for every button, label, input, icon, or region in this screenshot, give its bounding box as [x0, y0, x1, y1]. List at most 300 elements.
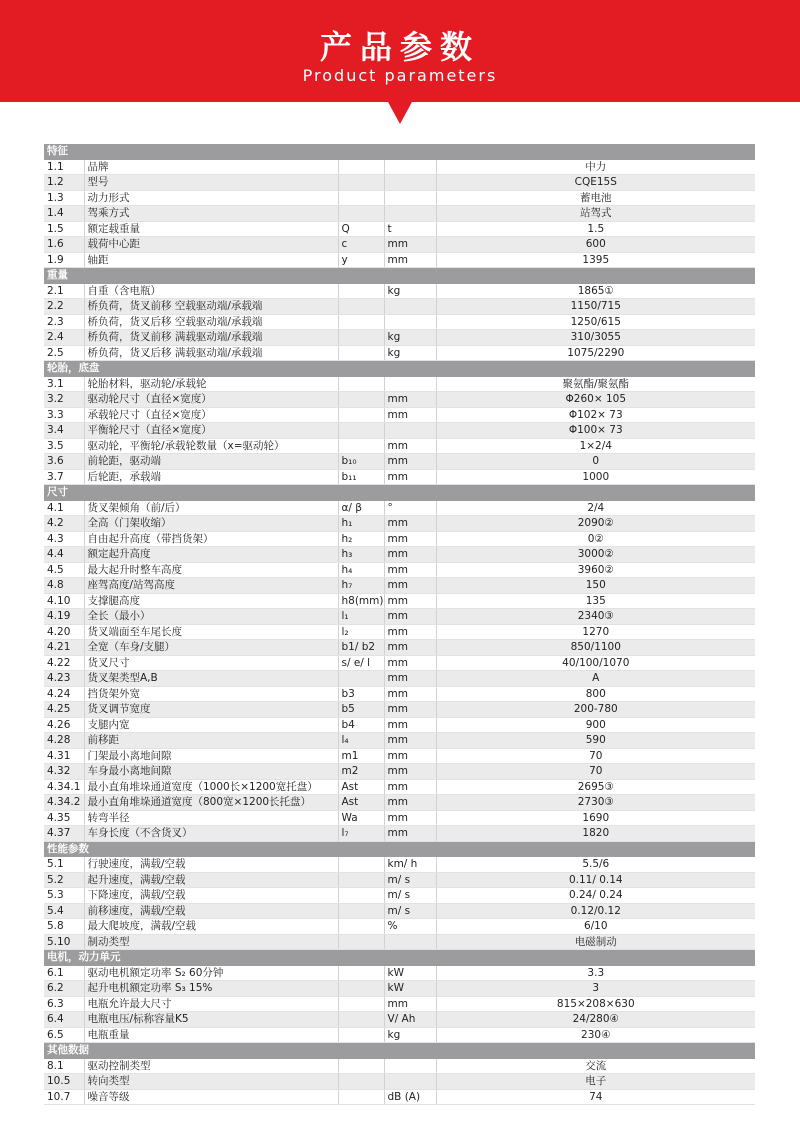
item-symbol: l₁ [338, 609, 384, 625]
item-value: 中力 [436, 159, 755, 175]
table-row [44, 593, 755, 609]
item-name: 前轮距，驱动端 [84, 454, 338, 470]
item-number: 5.4 [44, 903, 84, 919]
item-name: 最小直角堆垛通道宽度（1000长×1200宽托盘） [84, 779, 338, 795]
item-symbol: h₇ [338, 578, 384, 594]
item-value: 3000② [436, 547, 755, 563]
item-unit: mm [384, 516, 436, 532]
item-number: 2.3 [44, 314, 84, 330]
item-value: 2695③ [436, 779, 755, 795]
item-name: 驱动控制类型 [84, 1058, 338, 1074]
item-name: 轮胎材料，驱动轮/承载轮 [84, 376, 338, 392]
item-symbol: b₁₀ [338, 454, 384, 470]
table-row [44, 1074, 755, 1090]
item-number: 6.3 [44, 996, 84, 1012]
item-value: 24/280④ [436, 1012, 755, 1028]
item-name: 后轮距，承载端 [84, 469, 338, 485]
item-symbol [338, 996, 384, 1012]
item-unit: t [384, 221, 436, 237]
item-unit: mm [384, 454, 436, 470]
item-name: 支撑腿高度 [84, 593, 338, 609]
item-symbol: Wa [338, 810, 384, 826]
table-row [44, 531, 755, 547]
table-row [44, 795, 755, 811]
item-unit [384, 159, 436, 175]
item-value: 135 [436, 593, 755, 609]
item-unit: mm [384, 996, 436, 1012]
item-name: 额定起升高度 [84, 547, 338, 563]
item-name: 自由起升高度（带挡货架） [84, 531, 338, 547]
item-number: 5.2 [44, 872, 84, 888]
table-row [44, 981, 755, 997]
table-row [44, 919, 755, 935]
item-name: 门架最小离地间隙 [84, 748, 338, 764]
item-value: 310/3055 [436, 330, 755, 346]
table-row [44, 469, 755, 485]
item-number: 4.34.2 [44, 795, 84, 811]
table-row [44, 330, 755, 346]
item-value: 1075/2290 [436, 345, 755, 361]
item-unit: mm [384, 469, 436, 485]
item-value: 200-780 [436, 702, 755, 718]
table-row [44, 671, 755, 687]
item-unit: kg [384, 283, 436, 299]
item-unit: mm [384, 779, 436, 795]
item-name: 前移速度，满载/空载 [84, 903, 338, 919]
table-row [44, 221, 755, 237]
table-row [44, 764, 755, 780]
item-symbol [338, 981, 384, 997]
item-value: CQE15S [436, 175, 755, 191]
table-row [44, 609, 755, 625]
item-number: 4.22 [44, 655, 84, 671]
item-unit [384, 1074, 436, 1090]
item-symbol: b₁₁ [338, 469, 384, 485]
item-number: 4.21 [44, 640, 84, 656]
section-title: 轮胎，底盘 [44, 361, 755, 377]
item-unit: mm [384, 531, 436, 547]
item-symbol [338, 1027, 384, 1043]
item-unit: kg [384, 1027, 436, 1043]
item-symbol [338, 376, 384, 392]
table-row [44, 562, 755, 578]
item-symbol: h₁ [338, 516, 384, 532]
item-name: 挡货架外宽 [84, 686, 338, 702]
item-symbol: Ast [338, 795, 384, 811]
item-number: 3.5 [44, 438, 84, 454]
item-unit: mm [384, 702, 436, 718]
item-symbol: b4 [338, 717, 384, 733]
item-name: 货叉调节宽度 [84, 702, 338, 718]
item-symbol [338, 190, 384, 206]
item-value: 1000 [436, 469, 755, 485]
item-value: 1.5 [436, 221, 755, 237]
item-number: 4.10 [44, 593, 84, 609]
table-row [44, 965, 755, 981]
item-symbol: c [338, 237, 384, 253]
item-symbol: l₄ [338, 733, 384, 749]
item-value: 3 [436, 981, 755, 997]
item-number: 3.7 [44, 469, 84, 485]
item-value: 230④ [436, 1027, 755, 1043]
table-row [44, 283, 755, 299]
item-name: 平衡轮尺寸（直径×宽度） [84, 423, 338, 439]
table-row [44, 314, 755, 330]
item-number: 6.4 [44, 1012, 84, 1028]
item-unit: ° [384, 500, 436, 516]
item-unit: m/ s [384, 888, 436, 904]
item-unit: mm [384, 547, 436, 563]
item-unit: mm [384, 764, 436, 780]
item-number: 3.3 [44, 407, 84, 423]
item-symbol: h8(mm) [338, 593, 384, 609]
item-number: 4.5 [44, 562, 84, 578]
table-row [44, 903, 755, 919]
item-value: 150 [436, 578, 755, 594]
item-name: 驱动电机额定功率 S₂ 60分钟 [84, 965, 338, 981]
item-number: 4.24 [44, 686, 84, 702]
item-number: 3.4 [44, 423, 84, 439]
section-header [44, 1043, 755, 1059]
item-value: 800 [436, 686, 755, 702]
item-number: 6.1 [44, 965, 84, 981]
table-row [44, 717, 755, 733]
item-number: 5.3 [44, 888, 84, 904]
item-name: 桥负荷，货叉后移 满载驱动端/承载端 [84, 345, 338, 361]
item-value: 2340③ [436, 609, 755, 625]
item-symbol [338, 206, 384, 222]
table-row [44, 299, 755, 315]
table-row [44, 237, 755, 253]
item-number: 2.2 [44, 299, 84, 315]
item-symbol [338, 1074, 384, 1090]
item-value: 900 [436, 717, 755, 733]
item-name: 最大爬坡度，满载/空载 [84, 919, 338, 935]
item-symbol [338, 919, 384, 935]
page-subtitle: Product parameters [302, 66, 498, 85]
item-unit [384, 1058, 436, 1074]
table-row [44, 438, 755, 454]
item-unit [384, 206, 436, 222]
item-unit [384, 299, 436, 315]
item-value: 815×208×630 [436, 996, 755, 1012]
item-number: 4.2 [44, 516, 84, 532]
item-number: 4.28 [44, 733, 84, 749]
item-unit: mm [384, 609, 436, 625]
item-name: 型号 [84, 175, 338, 191]
table-row [44, 810, 755, 826]
item-value: 1865① [436, 283, 755, 299]
item-symbol [338, 314, 384, 330]
item-unit: kg [384, 345, 436, 361]
item-name: 最大起升时整车高度 [84, 562, 338, 578]
item-number: 1.9 [44, 252, 84, 268]
item-name: 前移距 [84, 733, 338, 749]
item-name: 起升电机额定功率 S₃ 15% [84, 981, 338, 997]
item-unit: mm [384, 795, 436, 811]
item-number: 1.4 [44, 206, 84, 222]
table-row [44, 1012, 755, 1028]
item-name: 制动类型 [84, 934, 338, 950]
item-symbol [338, 345, 384, 361]
item-number: 3.1 [44, 376, 84, 392]
item-symbol: α/ β [338, 500, 384, 516]
table-row [44, 407, 755, 423]
item-unit: km/ h [384, 857, 436, 873]
item-name: 转向类型 [84, 1074, 338, 1090]
item-symbol [338, 1058, 384, 1074]
item-unit: mm [384, 407, 436, 423]
table-row [44, 640, 755, 656]
item-name: 电瓶电压/标称容量K5 [84, 1012, 338, 1028]
table-row [44, 872, 755, 888]
item-unit: mm [384, 593, 436, 609]
item-value: 2/4 [436, 500, 755, 516]
item-number: 4.34.1 [44, 779, 84, 795]
table-row [44, 934, 755, 950]
item-value: Φ102× 73 [436, 407, 755, 423]
table-row [44, 702, 755, 718]
item-symbol [338, 175, 384, 191]
item-name: 支腿内宽 [84, 717, 338, 733]
item-name: 额定载重量 [84, 221, 338, 237]
table-row [44, 1027, 755, 1043]
item-number: 4.8 [44, 578, 84, 594]
item-value: 5.5/6 [436, 857, 755, 873]
item-unit: mm [384, 810, 436, 826]
item-name: 货叉架倾角（前/后） [84, 500, 338, 516]
section-title: 性能参数 [44, 841, 755, 857]
item-value: 0 [436, 454, 755, 470]
item-number: 5.1 [44, 857, 84, 873]
item-unit: mm [384, 686, 436, 702]
table-row [44, 748, 755, 764]
item-number: 4.19 [44, 609, 84, 625]
table-row [44, 888, 755, 904]
table-row [44, 175, 755, 191]
item-number: 3.6 [44, 454, 84, 470]
item-unit: mm [384, 578, 436, 594]
item-value: 0.11/ 0.14 [436, 872, 755, 888]
table-row [44, 686, 755, 702]
item-name: 货叉端面至车尾长度 [84, 624, 338, 640]
item-symbol [338, 407, 384, 423]
item-symbol [338, 857, 384, 873]
item-unit: mm [384, 733, 436, 749]
item-name: 承载轮尺寸（直径×宽度） [84, 407, 338, 423]
item-symbol [338, 283, 384, 299]
page-title: 产品参数 [319, 28, 480, 66]
table-row [44, 376, 755, 392]
table-row [44, 252, 755, 268]
item-value: A [436, 671, 755, 687]
item-symbol [338, 1012, 384, 1028]
item-number: 1.1 [44, 159, 84, 175]
item-name: 动力形式 [84, 190, 338, 206]
table-row [44, 454, 755, 470]
item-number: 10.7 [44, 1089, 84, 1105]
item-value: 850/1100 [436, 640, 755, 656]
item-name: 行驶速度，满载/空载 [84, 857, 338, 873]
item-number: 4.25 [44, 702, 84, 718]
table-row [44, 516, 755, 532]
item-name: 轴距 [84, 252, 338, 268]
item-value: 1395 [436, 252, 755, 268]
item-symbol: h₂ [338, 531, 384, 547]
table-row [44, 423, 755, 439]
item-unit: % [384, 919, 436, 935]
table-row [44, 826, 755, 842]
item-unit: mm [384, 640, 436, 656]
item-symbol: s/ e/ l [338, 655, 384, 671]
item-name: 电瓶重量 [84, 1027, 338, 1043]
item-symbol: h₄ [338, 562, 384, 578]
section-header [44, 144, 755, 159]
item-name: 驱动轮尺寸（直径×宽度） [84, 392, 338, 408]
item-value: 0.12/0.12 [436, 903, 755, 919]
item-value: 1250/615 [436, 314, 755, 330]
item-value: 590 [436, 733, 755, 749]
item-unit: mm [384, 438, 436, 454]
item-name: 驾乘方式 [84, 206, 338, 222]
item-unit [384, 175, 436, 191]
item-name: 全宽（车身/支腿） [84, 640, 338, 656]
item-symbol: b3 [338, 686, 384, 702]
item-value: 站驾式 [436, 206, 755, 222]
item-number: 6.2 [44, 981, 84, 997]
item-number: 4.3 [44, 531, 84, 547]
item-value: 1150/715 [436, 299, 755, 315]
item-symbol [338, 903, 384, 919]
item-symbol: l₂ [338, 624, 384, 640]
item-symbol [338, 330, 384, 346]
item-value: 1820 [436, 826, 755, 842]
item-number: 8.1 [44, 1058, 84, 1074]
item-name: 驱动轮，平衡轮/承载轮数量（x=驱动轮） [84, 438, 338, 454]
item-unit: mm [384, 826, 436, 842]
table-row [44, 1058, 755, 1074]
item-value: 0.24/ 0.24 [436, 888, 755, 904]
table-row [44, 392, 755, 408]
item-value: 电磁制动 [436, 934, 755, 950]
item-number: 4.32 [44, 764, 84, 780]
table-row [44, 206, 755, 222]
table-row [44, 578, 755, 594]
item-number: 2.5 [44, 345, 84, 361]
item-value: 70 [436, 748, 755, 764]
item-unit: kW [384, 981, 436, 997]
item-number: 1.2 [44, 175, 84, 191]
item-value: 1690 [436, 810, 755, 826]
item-number: 10.5 [44, 1074, 84, 1090]
item-value: Φ260× 105 [436, 392, 755, 408]
item-unit: kW [384, 965, 436, 981]
item-symbol [338, 934, 384, 950]
item-unit: m/ s [384, 903, 436, 919]
item-number: 2.1 [44, 283, 84, 299]
item-name: 品牌 [84, 159, 338, 175]
item-number: 4.35 [44, 810, 84, 826]
item-number: 4.23 [44, 671, 84, 687]
item-number: 1.5 [44, 221, 84, 237]
item-unit [384, 190, 436, 206]
section-title: 其他数据 [44, 1043, 755, 1059]
item-name: 最小直角堆垛通道宽度（800宽×1200长托盘） [84, 795, 338, 811]
section-header [44, 950, 755, 966]
item-number: 4.4 [44, 547, 84, 563]
item-symbol: Ast [338, 779, 384, 795]
item-number: 4.26 [44, 717, 84, 733]
item-value: 蓄电池 [436, 190, 755, 206]
table-row [44, 500, 755, 516]
item-symbol: l₇ [338, 826, 384, 842]
item-value: 40/100/1070 [436, 655, 755, 671]
item-value: 2730③ [436, 795, 755, 811]
item-name: 自重（含电瓶） [84, 283, 338, 299]
item-unit: V/ Ah [384, 1012, 436, 1028]
item-unit: mm [384, 562, 436, 578]
item-name: 桥负荷，货叉前移 空载驱动端/承载端 [84, 299, 338, 315]
item-unit [384, 314, 436, 330]
item-unit [384, 934, 436, 950]
item-unit: kg [384, 330, 436, 346]
table-row [44, 733, 755, 749]
item-name: 座驾高度/站驾高度 [84, 578, 338, 594]
item-value: 1×2/4 [436, 438, 755, 454]
item-unit: mm [384, 252, 436, 268]
item-name: 桥负荷，货叉后移 空载驱动端/承载端 [84, 314, 338, 330]
item-unit [384, 376, 436, 392]
item-unit: mm [384, 392, 436, 408]
item-symbol: Q [338, 221, 384, 237]
item-unit: mm [384, 748, 436, 764]
item-unit: mm [384, 655, 436, 671]
item-symbol [338, 872, 384, 888]
item-value: 3960② [436, 562, 755, 578]
section-header [44, 268, 755, 284]
item-name: 电瓶允许最大尺寸 [84, 996, 338, 1012]
item-name: 转弯半径 [84, 810, 338, 826]
section-title: 尺寸 [44, 485, 755, 501]
item-name: 下降速度，满载/空载 [84, 888, 338, 904]
table-row [44, 996, 755, 1012]
item-value: 6/10 [436, 919, 755, 935]
section-title: 特征 [44, 144, 755, 159]
item-number: 1.6 [44, 237, 84, 253]
item-name: 全长（最小） [84, 609, 338, 625]
item-unit: dB (A) [384, 1089, 436, 1105]
item-symbol: b5 [338, 702, 384, 718]
spec-table [44, 144, 755, 1105]
item-unit: mm [384, 671, 436, 687]
section-header [44, 361, 755, 377]
item-symbol: m1 [338, 748, 384, 764]
item-name: 桥负荷，货叉前移 满载驱动端/承载端 [84, 330, 338, 346]
item-name: 货叉尺寸 [84, 655, 338, 671]
item-symbol: m2 [338, 764, 384, 780]
item-value: 2090② [436, 516, 755, 532]
item-value: 聚氨酯/聚氨酯 [436, 376, 755, 392]
item-number: 4.20 [44, 624, 84, 640]
item-value: 74 [436, 1089, 755, 1105]
item-number: 5.10 [44, 934, 84, 950]
item-number: 3.2 [44, 392, 84, 408]
item-name: 噪音等级 [84, 1089, 338, 1105]
item-symbol [338, 299, 384, 315]
item-unit [384, 423, 436, 439]
item-value: 0② [436, 531, 755, 547]
item-name: 起升速度，满载/空载 [84, 872, 338, 888]
